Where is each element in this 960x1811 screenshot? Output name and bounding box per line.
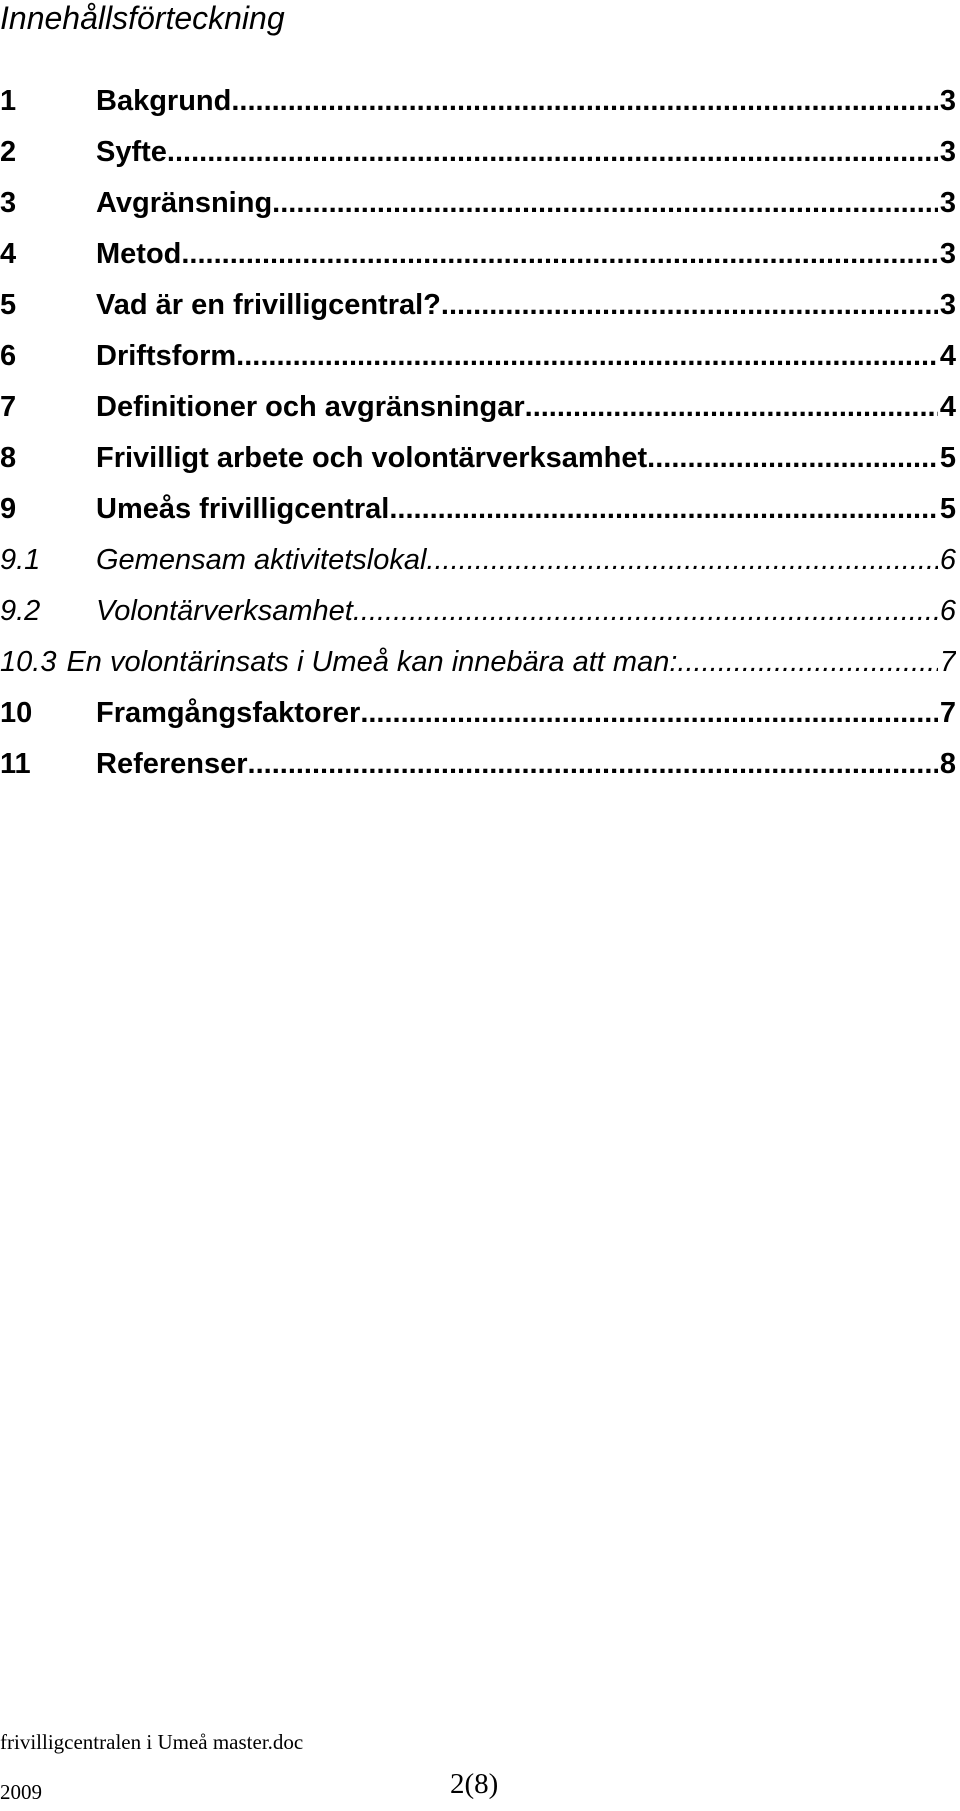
toc-leader-dots bbox=[167, 134, 938, 170]
table-of-contents bbox=[0, 68, 956, 782]
toc-entry-number: 2 bbox=[0, 136, 17, 168]
toc-entry-number: 7 bbox=[0, 391, 17, 423]
toc-entry-page: 3 bbox=[939, 136, 956, 168]
toc-entry-page: 3 bbox=[939, 238, 956, 270]
toc-entry-title[interactable]: Syfte bbox=[96, 136, 167, 168]
toc-entry-number: 9 bbox=[0, 493, 17, 525]
toc-subentry[interactable] bbox=[0, 527, 956, 578]
toc-entry-page: 3 bbox=[939, 187, 956, 219]
toc-entry-title[interactable]: Frivilligt arbete och volontärverksamhet bbox=[96, 442, 648, 474]
toc-entry-title[interactable]: Volontärverksamhet bbox=[96, 595, 353, 627]
toc-entry-title[interactable]: Driftsform bbox=[96, 340, 237, 372]
toc-heading: Innehållsförteckning bbox=[0, 0, 285, 36]
toc-leader-dots bbox=[360, 695, 938, 731]
toc-leader-dots bbox=[248, 746, 938, 782]
toc-entry-title[interactable]: Vad är en frivilligcentral? bbox=[96, 289, 441, 321]
toc-entry[interactable] bbox=[0, 170, 956, 221]
footer-filename: frivilligcentralen i Umeå master.doc bbox=[0, 1730, 304, 1754]
toc-entry-page: 6 bbox=[939, 595, 956, 627]
footer-page-indicator: 2(8) bbox=[450, 1768, 499, 1800]
toc-entry-number: 6 bbox=[0, 340, 17, 372]
toc-entry[interactable] bbox=[0, 119, 956, 170]
toc-leader-dots bbox=[441, 287, 938, 323]
toc-entry-title[interactable]: Metod bbox=[96, 238, 182, 270]
toc-entry-number: 10.3 bbox=[0, 646, 57, 678]
toc-entry-number: 3 bbox=[0, 187, 17, 219]
toc-leader-dots bbox=[181, 236, 937, 272]
toc-entry[interactable] bbox=[0, 425, 956, 476]
toc-entry-number: 4 bbox=[0, 238, 17, 270]
toc-entry[interactable] bbox=[0, 680, 956, 731]
toc-entry-number: 1 bbox=[0, 85, 17, 117]
toc-entry-page: 5 bbox=[939, 442, 956, 474]
toc-entry[interactable] bbox=[0, 221, 956, 272]
toc-entry-title[interactable]: En volontärinsats i Umeå kan innebära att man: bbox=[66, 646, 678, 678]
toc-subentry[interactable] bbox=[0, 578, 956, 629]
toc-entry-number: 8 bbox=[0, 442, 17, 474]
toc-entry[interactable] bbox=[0, 323, 956, 374]
toc-leader-dots bbox=[231, 83, 938, 119]
toc-entry-number: 11 bbox=[0, 748, 31, 780]
toc-entry-number: 9.1 bbox=[0, 544, 41, 576]
toc-leader-dots bbox=[236, 338, 938, 374]
toc-entry[interactable] bbox=[0, 68, 956, 119]
toc-entry-title[interactable]: Definitioner och avgränsningar bbox=[96, 391, 525, 423]
toc-entry-page: 4 bbox=[939, 340, 956, 372]
toc-subentry[interactable] bbox=[0, 629, 956, 680]
toc-entry-number: 9.2 bbox=[0, 595, 41, 627]
toc-leader-dots bbox=[426, 542, 937, 578]
toc-leader-dots bbox=[389, 491, 938, 527]
toc-entry-page: 3 bbox=[939, 289, 956, 321]
toc-entry-title[interactable]: Avgränsning bbox=[96, 187, 273, 219]
toc-entry-title[interactable]: Bakgrund bbox=[96, 85, 232, 117]
toc-entry-page: 3 bbox=[939, 85, 956, 117]
toc-entry-title[interactable]: Umeås frivilligcentral bbox=[96, 493, 390, 525]
toc-leader-dots bbox=[272, 185, 938, 221]
toc-entry-page: 4 bbox=[939, 391, 956, 423]
toc-entry-page: 8 bbox=[939, 748, 956, 780]
toc-entry[interactable] bbox=[0, 374, 956, 425]
toc-entry-number: 5 bbox=[0, 289, 17, 321]
toc-leader-dots bbox=[353, 593, 938, 629]
toc-entry-page: 7 bbox=[939, 646, 956, 678]
toc-entry[interactable] bbox=[0, 731, 956, 782]
toc-leader-dots bbox=[677, 644, 937, 680]
toc-entry-title[interactable]: Referenser bbox=[96, 748, 248, 780]
toc-leader-dots bbox=[647, 440, 938, 476]
toc-entry[interactable] bbox=[0, 272, 956, 323]
toc-entry-page: 6 bbox=[939, 544, 956, 576]
toc-entry-page: 7 bbox=[939, 697, 956, 729]
toc-entry-title[interactable]: Framgångsfaktorer bbox=[96, 697, 361, 729]
footer-year: 2009 bbox=[0, 1780, 42, 1804]
toc-leader-dots bbox=[525, 389, 938, 425]
toc-entry-page: 5 bbox=[939, 493, 956, 525]
toc-entry[interactable] bbox=[0, 476, 956, 527]
toc-entry-title[interactable]: Gemensam aktivitetslokal bbox=[96, 544, 427, 576]
toc-entry-number: 10 bbox=[0, 697, 33, 729]
